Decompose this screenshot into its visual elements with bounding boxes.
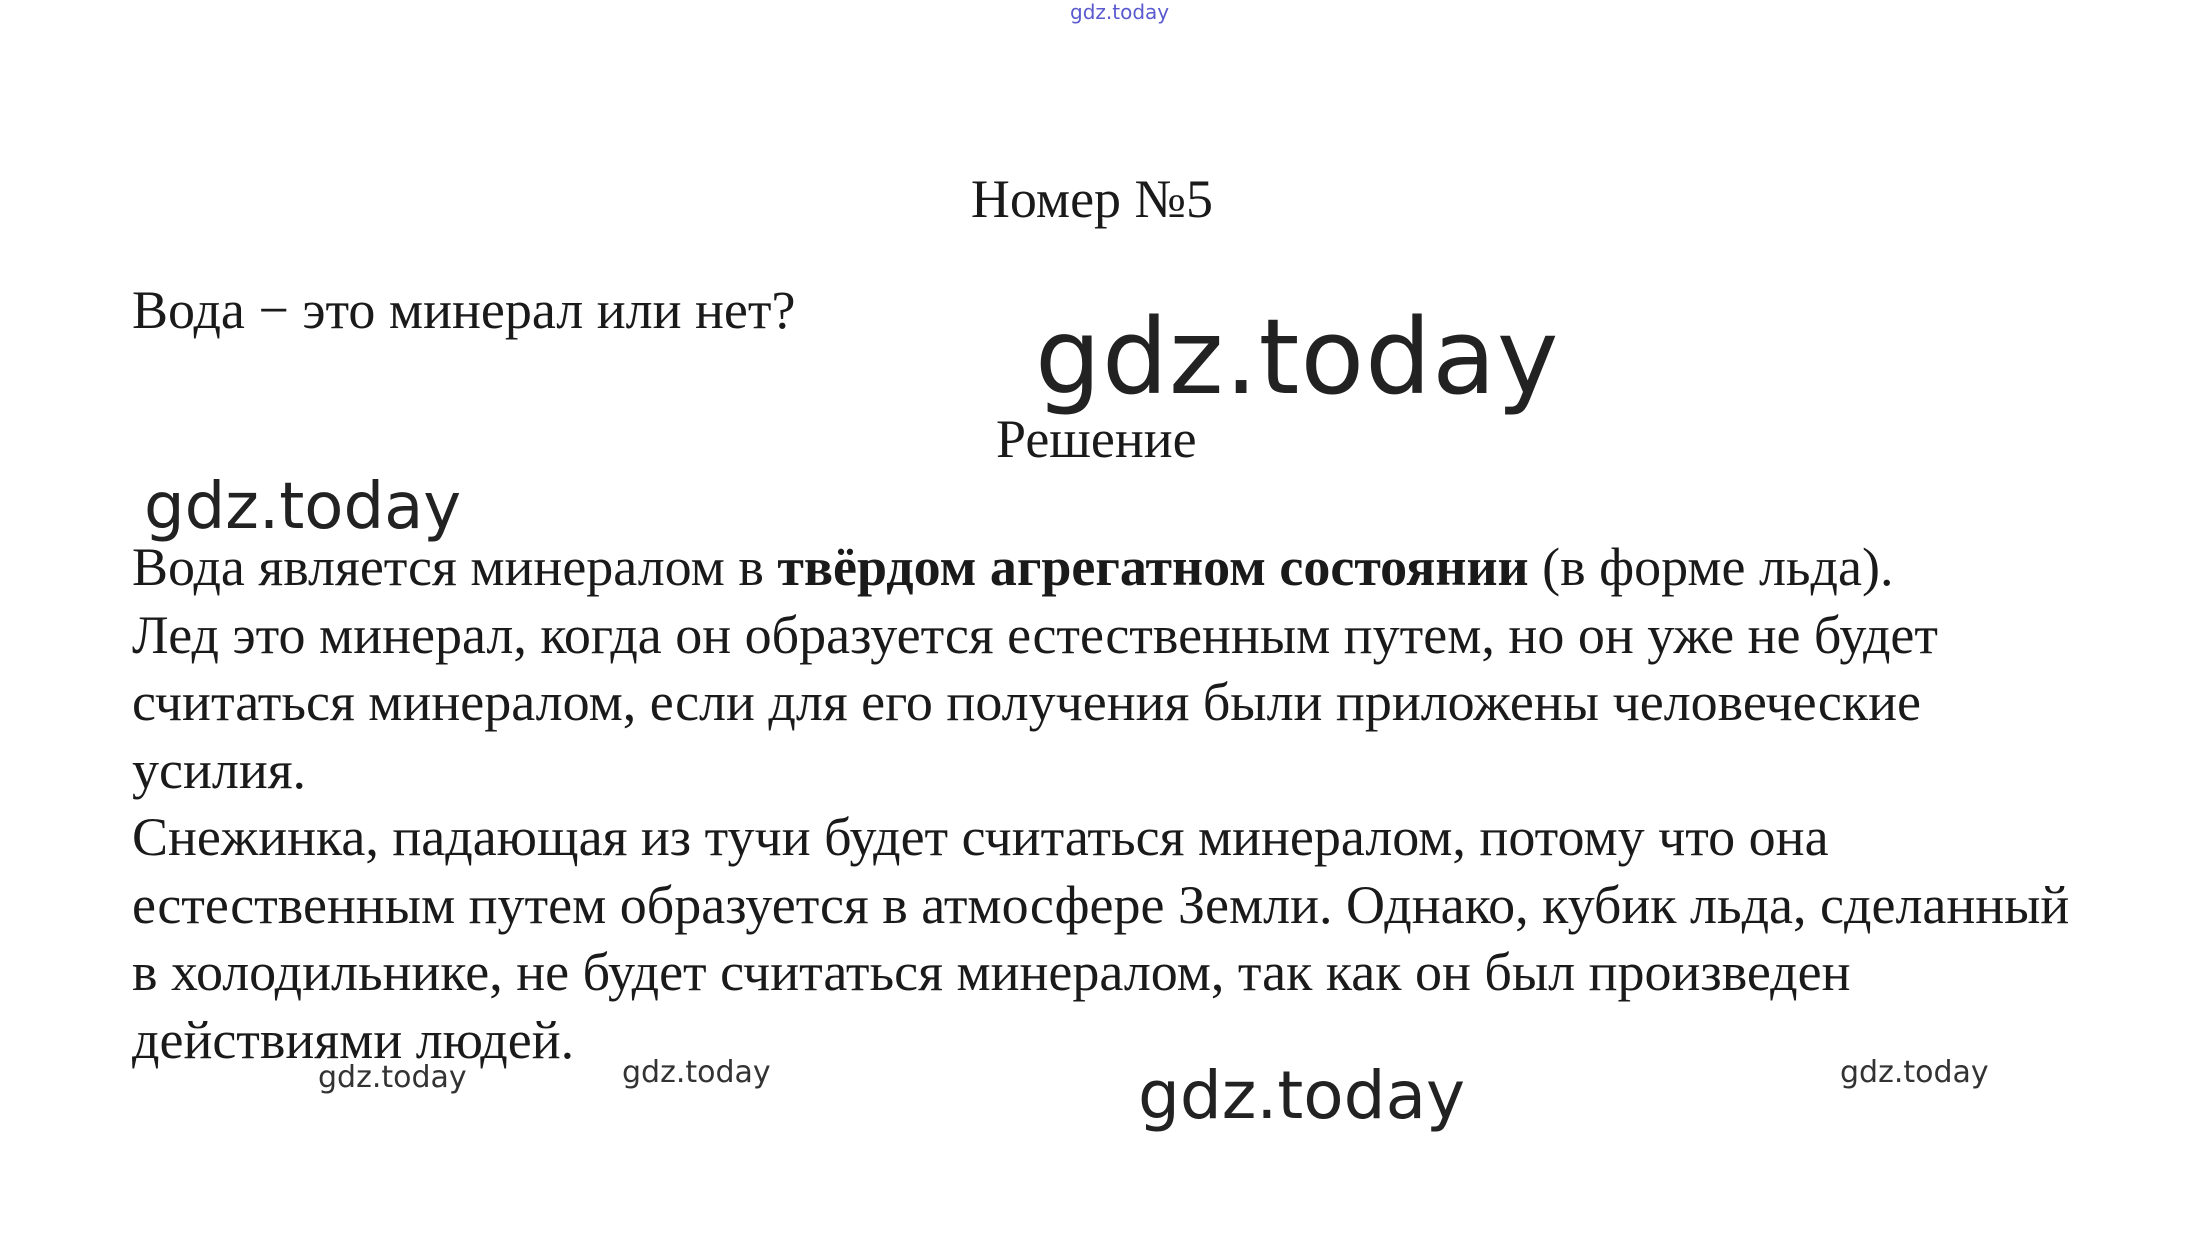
answer-p1-bold: твёрдом агрегатном состоянии [777, 537, 1529, 597]
watermark-left: gdz.today [144, 470, 462, 544]
answer-p1-end: (в форме льда). [1528, 537, 1894, 597]
watermark-small-1: gdz.today [318, 1060, 467, 1095]
watermark-small-2: gdz.today [622, 1055, 771, 1090]
question-text: Вода − это минерал или нет? [132, 280, 796, 340]
watermark-small-3: gdz.today [1840, 1055, 1989, 1090]
page-title [0, 169, 2200, 229]
answer-paragraph-2: Лед это минерал, когда он образуется естественным путем, но он уже не будет считаться минералом, если для его получения были приложены человеческие усилия. [132, 604, 1938, 800]
watermark-bottom: gdz.today [1138, 1057, 1466, 1134]
answer-body [132, 534, 2092, 1074]
watermark-large: gdz.today [1035, 296, 1560, 418]
watermark-top: gdz.today [1070, 0, 1170, 24]
title-text: Номер №5 [970, 169, 1214, 229]
answer-p1-start: Вода является минералом в [132, 537, 778, 597]
answer-paragraph-1 [132, 534, 2092, 602]
solution-heading: Решение [996, 409, 1197, 469]
answer-paragraph-3: Снежинка, падающая из тучи будет считаться минералом, потому что она естественным путем образуется в атмосфере Земли. Однако, кубик льда, сделанный в холодильнике, не будет считаться минералом, так как он был произведен действиями людей. [132, 807, 2070, 1070]
